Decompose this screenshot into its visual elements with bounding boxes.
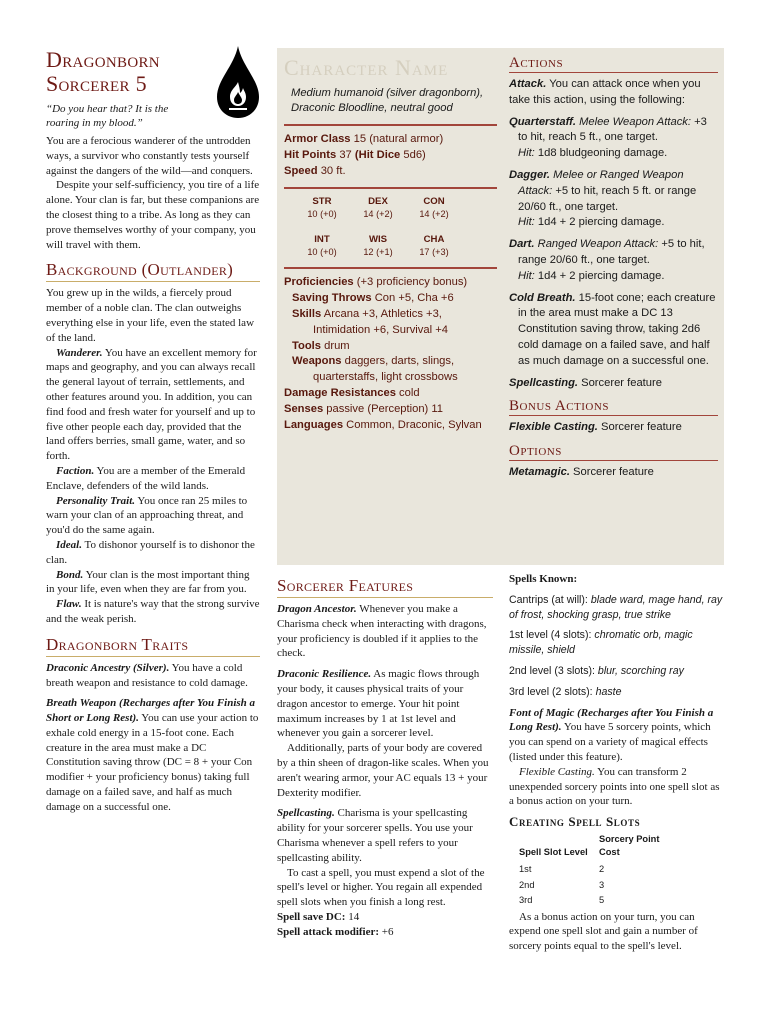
ability-name: STR (312, 196, 332, 208)
proficiencies: Proficiencies (+3 proficiency bonus) (284, 276, 468, 289)
sorcerer-features-text (277, 602, 493, 940)
feature-personality-trait (46, 494, 260, 538)
table-header: Spell Slot Level (519, 847, 588, 858)
table-row: 2nd 3 (519, 879, 605, 890)
ability-value: 10 (+0) (307, 247, 337, 258)
feature-spellcasting: Spellcasting. Charisma is your spellcasting ability for your sorcerer spells. You use your Charisma whenever a spell refers to your spellcasting ability. (277, 807, 473, 864)
feature-dragon-ancestor: Dragon Ancestor. Whenever you make a Charisma check when interacting with dragons, your proficiency is doubled if it applies to the check. (277, 603, 487, 660)
spells-text (509, 572, 725, 809)
draconic-resilience-paragraph-2: Additionally, parts of your body are covered by a thin sheen of dragon-like scales. When you aren't wearing armor, your AC equals 13 + your Dexterity modifier. (277, 742, 489, 799)
ability-value: 14 (+2) (363, 209, 393, 220)
feature-wanderer (46, 346, 260, 464)
divider (284, 124, 497, 126)
wanderer-text: You have an excellent memory for maps and geography, and you can always recall the general layout of terrain, settlements, and other features around you. In addition, you can find food and fresh water for yourself and up to five other people each day, provided that the land offers berries, small game, water, and so forth. (46, 346, 257, 463)
languages: Languages Common, Draconic, Sylvan (284, 418, 482, 431)
spells-level-2: 2nd level (3 slots): blur, scorching ray (509, 664, 684, 677)
ancestry-name: Draconic Ancestry (Silver). (46, 661, 170, 674)
bond-text: Your clan is the most important thing in your life, even when they are far from you. (46, 568, 250, 596)
spells-cantrips: Cantrips (at will): blade ward, mage hand, ray of frost, shocking grasp, true strike (509, 593, 723, 621)
traits-heading: Dragonborn Traits (46, 635, 260, 657)
ideal-name: Ideal. (56, 538, 82, 551)
action-dart: Dart. Ranged Weapon Attack: +5 to hit, range 20/60 ft., one target. Hit: 1d4 + 2 piercing damage. (509, 238, 705, 282)
table-header: Sorcery Point Cost (599, 834, 660, 858)
spell-slot-table (519, 833, 669, 909)
faction-name: Faction. (56, 464, 95, 477)
bonus-flexible-casting: Flexible Casting. Sorcerer feature (509, 421, 682, 434)
table-row: 3rd 5 (519, 895, 605, 906)
stat-block-right (509, 54, 718, 487)
feature-flaw (46, 597, 260, 627)
ability-name: WIS (368, 234, 388, 246)
saving-throws: Saving Throws Con +5, Cha +6 (292, 292, 454, 305)
table-row: 1st 2 (519, 864, 605, 875)
faction-text: You are a member of the Emerald Enclave, defenders of the wild lands. (46, 464, 246, 492)
bonus-actions-heading: Bonus Actions (509, 397, 718, 416)
spellcasting-paragraph-2: To cast a spell, you must expend a slot of the spell's level or higher. You regain all expended spell slots when you finish a long rest. (277, 866, 485, 909)
intro-paragraph-1: You are a ferocious wanderer of the untrodden ways, a survivor who constantly tests yourself against the dangers of the wild—and conquers. (46, 135, 253, 177)
ideal-text: To dishonor yourself is to dishonor the clan. (46, 538, 255, 566)
trait-text: You once ran 25 miles to warn your clan of an approaching threat, and you'd do the same again. (46, 494, 248, 537)
creature-type (291, 86, 497, 116)
options-heading: Options (509, 442, 718, 461)
breath-text: You can use your action to exhale cold energy in a 15-foot cone. Each creature in the area must make a DC Constitution saving throw (DC = 8 + your Con modifier + your proficiency bonus) taking full damage on a failed save, and half as much damage on a successful one. (46, 712, 259, 813)
spells-closing: As a bonus action on your turn, you can expend one spell slot and gain a number of sorcery points equal to the spell's level. (509, 910, 698, 953)
background-heading-main: Background (46, 260, 138, 280)
type-line-1: Medium humanoid (silver dragonborn), (291, 87, 484, 99)
intro-paragraph-2: Despite your self-sufficiency, you tire of a life alone. Your clan is far, but these companions are the closest thing to a tribe. As long as they can prove themselves worthy of your company, you will travel with them. (46, 179, 260, 251)
hit-points: Hit Points 37 (Hit Dice 5d6) (284, 148, 426, 161)
divider (284, 267, 497, 269)
background-text (46, 286, 260, 626)
action-quarterstaff: Quarterstaff. Melee Weapon Attack: +3 to hit, reach 5 ft., one target. Hit: 1d8 bludgeoning damage. (509, 115, 707, 160)
ability-name: DEX (368, 196, 388, 208)
spells-level-3: 3rd level (2 slots): haste (509, 685, 622, 698)
trait-breath-weapon (46, 696, 260, 814)
breath-name: Breath Weapon (Recharges after You Finish a Short or Long Rest). (46, 697, 256, 725)
ability-name: CHA (423, 234, 445, 246)
traits-text (46, 661, 260, 815)
ability-value: 14 (+2) (419, 209, 449, 220)
speed: Speed 30 ft. (284, 164, 346, 177)
ancestry-text: You have a cold breath weapon and resistance to cold damage. (46, 661, 248, 689)
feature-draconic-resilience: Draconic Resilience. As magic flows through your body, it causes physical traits of your dragon ancestor to emerge. Your hit point maximum increases by 1 at 1st level and whenever you gain a sorcerer level. (277, 668, 480, 740)
feature-ideal (46, 538, 260, 568)
creating-spell-slots-heading: Creating Spell Slots (509, 814, 641, 830)
feature-flexible-casting: Flexible Casting. You can transform 2 unexpended sorcery points into one spell slot as a bonus action on your turn. (509, 765, 720, 808)
left-column (46, 48, 260, 815)
wanderer-name: Wanderer. (56, 346, 103, 359)
title-line-1: Dragonborn (46, 47, 160, 72)
background-heading (46, 260, 260, 282)
stat-block (277, 48, 724, 565)
senses: Senses passive (Perception) 11 (284, 402, 443, 415)
tools: Tools drum (292, 339, 350, 352)
spells-level-1: 1st level (4 slots): chromatic orb, magic missile, shield (509, 629, 693, 657)
character-name: Character Name (284, 55, 449, 80)
feature-faction (46, 464, 260, 494)
bond-name: Bond. (56, 568, 84, 581)
trait-ancestry (46, 661, 260, 691)
weapons: Weapons daggers, darts, slings, quarterstaffs, light crossbows (292, 355, 458, 384)
ability-scores (294, 195, 497, 259)
armor-class: Armor Class 15 (natural armor) (284, 133, 444, 145)
spell-attack-modifier: Spell attack modifier: +6 (277, 925, 394, 938)
ability-value: 10 (+0) (307, 209, 337, 220)
spells-column (509, 572, 725, 954)
action-cold-breath: Cold Breath. 15-foot cone; each creature in the area must make a DC 13 Constitution saving throw, taking 2d6 cold damage on a failed save, and half as much damage on a successful one. (509, 291, 716, 367)
intro-text (46, 134, 260, 252)
flaw-name: Flaw. (56, 598, 82, 611)
actions-heading: Actions (509, 54, 718, 73)
sorcerer-features-column (277, 572, 493, 940)
feature-bond (46, 568, 260, 598)
background-paragraph: You grew up in the wilds, a fiercely proud member of a noble clan. The clan outweighs everything else in your life, even the stated law of the land. (46, 287, 255, 344)
page-title (46, 48, 260, 96)
divider (284, 187, 497, 189)
type-line-2: Draconic Bloodline, neutral good (291, 102, 453, 114)
option-metamagic: Metamagic. Sorcerer feature (509, 466, 654, 479)
stat-block-left (284, 56, 497, 433)
title-line-2: Sorcerer 5 (46, 71, 147, 96)
spell-save-dc: Spell save DC: 14 (277, 910, 360, 923)
action-dagger: Dagger. Melee or Ranged Weapon Attack: +5 to hit, reach 5 ft. or range 20/60 ft., one target. Hit: 1d4 + 2 piercing damage. (509, 168, 697, 229)
ability-value: 17 (+3) (419, 247, 449, 258)
action-attack: Attack. You can attack once when you take this action, using the following: (509, 78, 701, 106)
ability-value: 12 (+1) (363, 247, 393, 258)
damage-resistances: Damage Resistances cold (284, 386, 420, 399)
skills: Skills Arcana +3, Athletics +3, Intimidation +6, Survival +4 (292, 307, 448, 336)
action-spellcasting: Spellcasting. Sorcerer feature (509, 376, 662, 389)
background-heading-sub: (Outlander) (141, 260, 234, 280)
feature-font-of-magic: Font of Magic (Recharges after You Finish a Long Rest). You have 5 sorcery points, which you can spend on a variety of magical effects (listed under this feature). (509, 706, 714, 763)
ability-name: INT (314, 234, 330, 246)
sorcerer-features-heading: Sorcerer Features (277, 576, 493, 598)
flaw-text: It is nature's way that the strong survive and the weak perish. (46, 598, 260, 625)
spells-known-label: Spells Known: (509, 573, 578, 585)
ability-name: CON (423, 196, 445, 208)
trait-name: Personality Trait. (56, 494, 136, 507)
intro-quote: “Do you hear that? It is the roaring in my blood.” (46, 103, 169, 129)
